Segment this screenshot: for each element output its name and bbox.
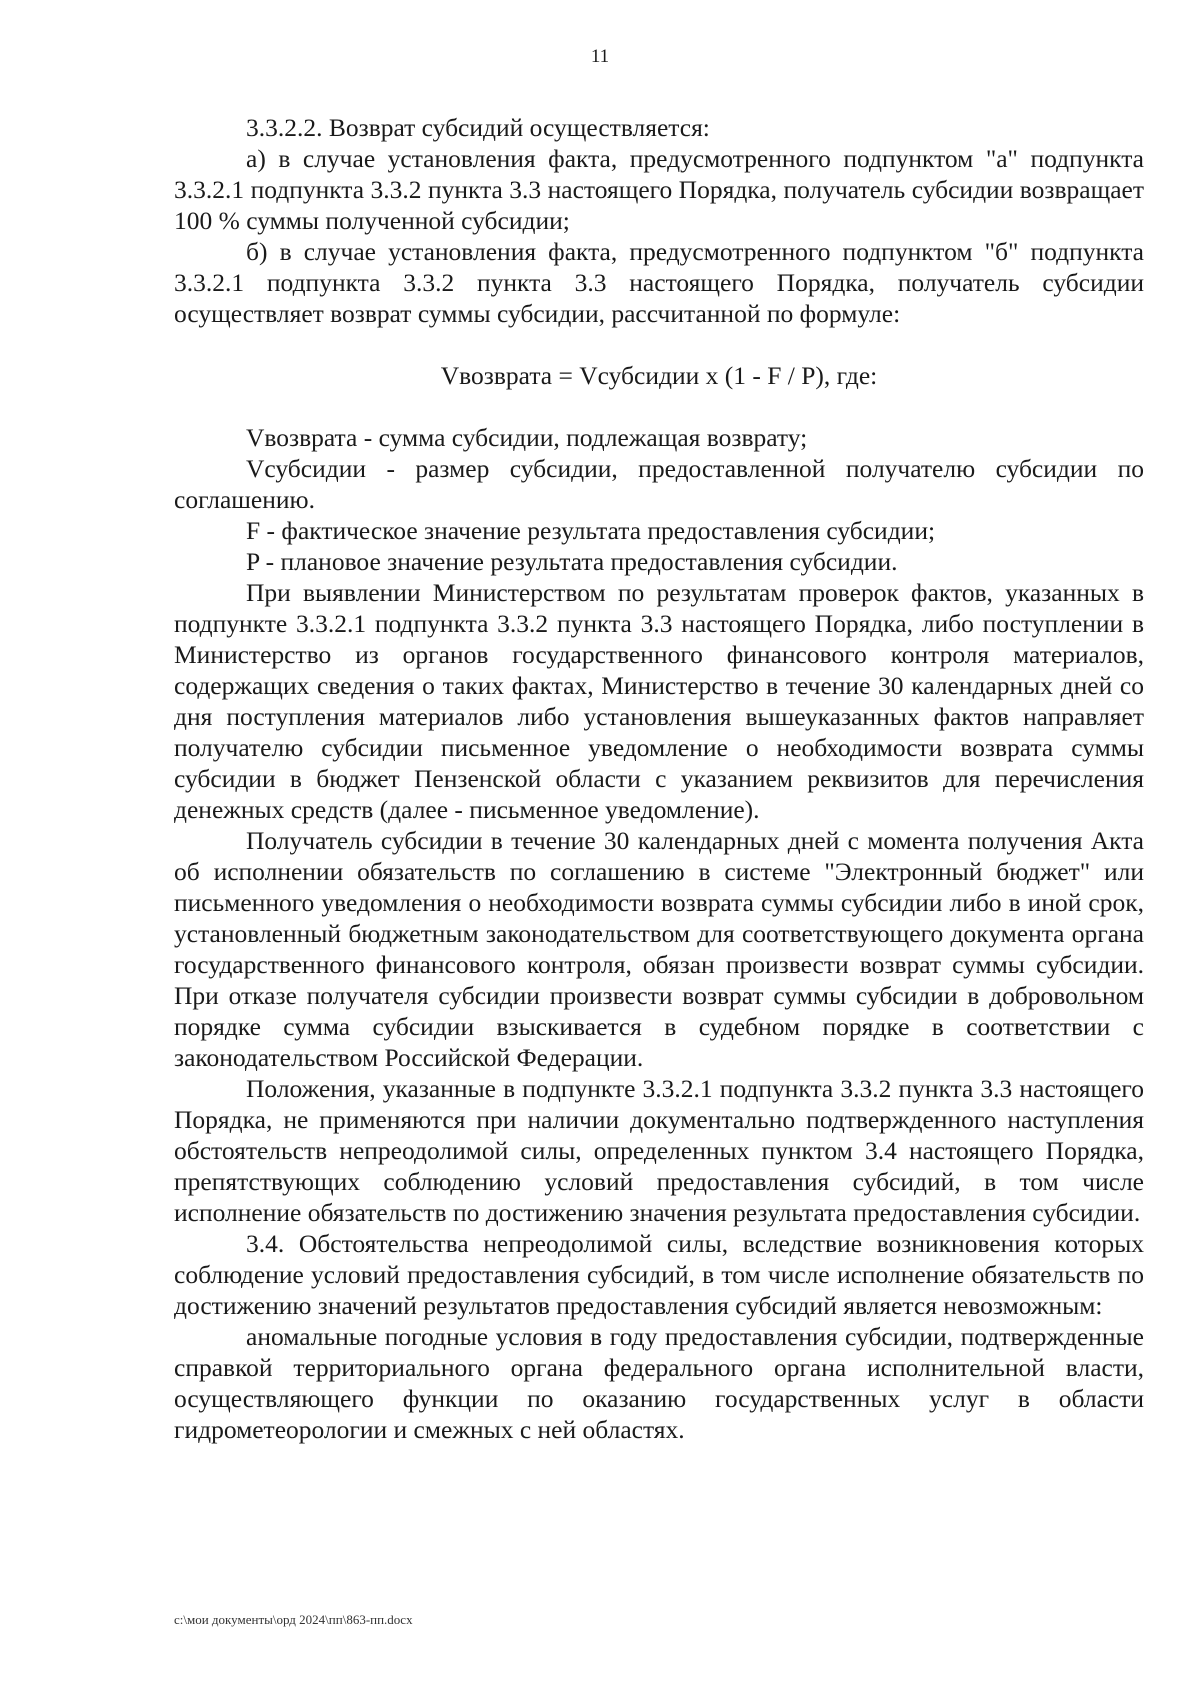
- document-body: [174, 112, 1144, 1445]
- clause-3-4: 3.4. Обстоятельства непреодолимой силы, вследствие возникновения которых соблюдение условий предоставления субсидий, в том числе исполнение обязательств по достижению значений результатов предоставления субсидий является невозможным:: [174, 1229, 1144, 1320]
- clause-3-4-weather: аномальные погодные условия в году предоставления субсидии, подтвержденные справкой территориального органа федерального органа исполнительной власти, осуществляющего функции по оказанию государственных услуг в области гидрометеорологии и смежных с ней областях.: [174, 1322, 1144, 1444]
- page-number: 11: [590, 46, 610, 67]
- paragraph-ministry-notice: При выявлении Министерством по результатам проверок фактов, указанных в подпункте 3.3.2.1 подпункта 3.3.2 пункта 3.3 настоящего Порядка, либо поступлении в Министерство из органов государственного финансового контроля материалов, содержащих сведения о таких фактах, Министерство в течение 30 календарных дней со дня поступления материалов либо установления вышеуказанных фактов направляет получателю субсидии письменное уведомление о необходимости возврата суммы субсидии в бюджет Пензенской области с указанием реквизитов для перечисления денежных средств (далее - письменное уведомление).: [174, 578, 1144, 824]
- file-path-footer: c:\мои документы\орд 2024\пп\863-пп.docx: [174, 1612, 413, 1627]
- definition-f: F - фактическое значение результата предоставления субсидии;: [246, 516, 936, 545]
- clause-3-3-2-2-heading: 3.3.2.2. Возврат субсидий осуществляется:: [246, 113, 710, 142]
- definition-p: P - плановое значение результата предоставления субсидии.: [246, 547, 898, 576]
- clause-item-a: а) в случае установления факта, предусмотренного подпунктом "а" подпункта 3.3.2.1 подпункта 3.3.2 пункта 3.3 настоящего Порядка, получатель субсидии возвращает 100 % суммы полученной субсидии;: [174, 144, 1144, 235]
- paragraph-force-majeure-exemption: Положения, указанные в подпункте 3.3.2.1 подпункта 3.3.2 пункта 3.3 настоящего Порядка, не применяются при наличии документально подтвержденного наступления обстоятельств непреодолимой силы, определенных пунктом 3.4 настоящего Порядка, препятствующих соблюдению условий предоставления субсидий, в том числе исполнение обязательств по достижению значения результата предоставления субсидии.: [174, 1074, 1144, 1227]
- definition-v-subsidy: Vсубсидии - размер субсидии, предоставленной получателю субсидии по соглашению.: [174, 454, 1144, 514]
- paragraph-recipient-refund: Получатель субсидии в течение 30 календарных дней с момента получения Акта об исполнении обязательств по соглашению в системе "Электронный бюджет" или письменного уведомления о необходимости возврата суммы субсидии либо в иной срок, установленный бюджетным законодательством для соответствующего документа органа государственного финансового контроля, обязан произвести возврат суммы субсидии. При отказе получателя субсидии произвести возврат суммы субсидии в добровольном порядке сумма субсидии взыскивается в судебном порядке в соответствии с законодательством Российской Федерации.: [174, 826, 1144, 1072]
- refund-formula: Vвозврата = Vсубсидии x (1 - F / P), где:: [440, 361, 878, 390]
- definition-v-refund: Vвозврата - сумма субсидии, подлежащая возврату;: [246, 423, 808, 452]
- clause-item-b: б) в случае установления факта, предусмотренного подпунктом "б" подпункта 3.3.2.1 подпункта 3.3.2 пункта 3.3 настоящего Порядка, получатель субсидии осуществляет возврат суммы субсидии, рассчитанной по формуле:: [174, 237, 1144, 328]
